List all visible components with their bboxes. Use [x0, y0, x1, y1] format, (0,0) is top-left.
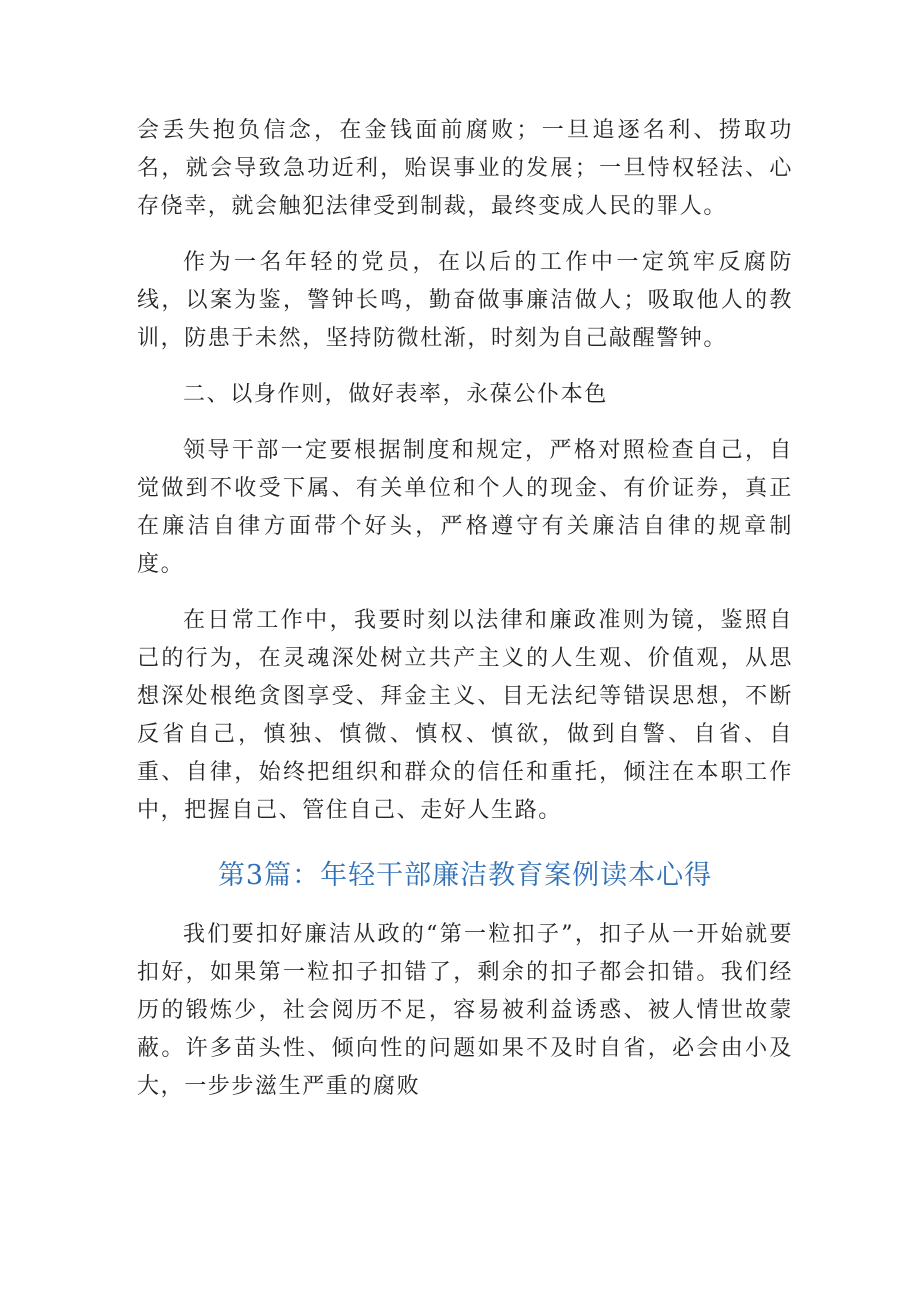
paragraph-young-party-member: 作为一名年轻的党员，在以后的工作中一定筑牢反腐防线，以案为鉴，警钟长鸣，勤奋做事廉洁做人；吸取他人的教训，防患于未然，坚持防微杜渐，时刻为自己敲醒警钟。	[137, 250, 793, 351]
paragraph-daily-work: 在日常工作中，我要时刻以法律和廉政准则为镜，鉴照自己的行为，在灵魂深处树立共产主义的人生观、价值观，从思想深处根绝贪图享受、拜金主义、目无法纪等错误思想，不断反省自己，慎独、慎微、慎权、慎欲，做到自警、自省、自重、自律，始终把组织和群众的信任和重托，倾注在本职工作中，把握自己、管住自己、走好人生路。	[137, 608, 793, 823]
paragraph-continued: 会丢失抱负信念，在金钱面前腐败；一旦追逐名利、捞取功名，就会导致急功近利，贻误事业的发展；一旦恃权轻法、心存侥幸，就会触犯法律受到制裁，最终变成人民的罪人。	[137, 118, 793, 219]
subheading-lead-by-example: 二、以身作则，做好表率，永葆公仆本色	[183, 382, 608, 407]
paragraph-first-button: 我们要扣好廉洁从政的“第一粒扣子”，扣子从一开始就要扣好，如果第一粒扣子扣错了，剩余的扣子都会扣错。我们经历的锻炼少，社会阅历不足，容易被利益诱惑、被人情世故蒙蔽。许多苗头性、倾向性的问题如果不及时自省，必会由小及大，一步步滋生严重的腐败	[137, 922, 793, 1099]
document-body	[137, 112, 793, 1106]
paragraph-leading-cadres: 领导干部一定要根据制度和规定，严格对照检查自己，自觉做到不收受下属、有关单位和个人的现金、有价证券，真正在廉洁自律方面带个好头，严格遵守有关廉洁自律的规章制度。	[137, 438, 793, 577]
section-heading: 第3篇：年轻干部廉洁教育案例读本心得	[217, 860, 713, 891]
